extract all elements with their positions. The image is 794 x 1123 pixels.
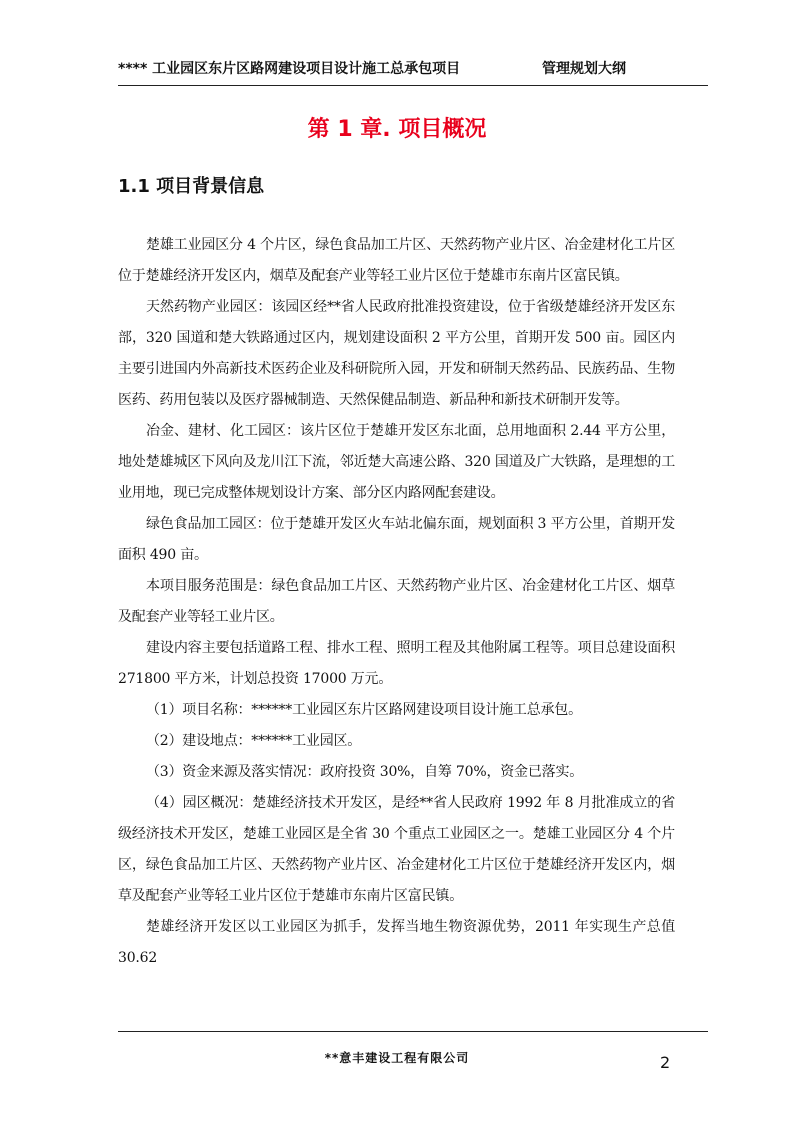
paragraph: 楚雄经济开发区以工业园区为抓手，发挥当地生物资源优势，2011 年实现生产总值 30.62 (118, 919, 675, 966)
paragraph: 冶金、建材、化工园区：该片区位于楚雄开发区东北面，总用地面积 2.44 平方公里，地处楚雄城区下风向及龙川江下流，邻近楚大高速公路、320 国道及广大铁路，是理想的工业用地，现已完成整体规划设计方案、部分区内路网配套建设。 (118, 423, 675, 501)
paragraph: 建设内容主要包括道路工程、排水工程、照明工程及其他附属工程等。项目总建设面积 271800 平方米，计划总投资 17000 万元。 (118, 640, 675, 687)
paragraph: 天然药物产业园区：该园区经**省人民政府批准投资建设，位于省级楚雄经济开发区东部，320 国道和楚大铁路通过区内，规划建设面积 2 平方公里，首期开发 500 亩。园区内主要引进国内外高新技术医药企业及科研院所入园，开发和研制天然药品、民族药品、生物医药、药用包装以及医疗器械制造、天然保健品制造、新品种和新技术研制开发等。 (118, 299, 675, 408)
header-doc-type: 管理规划大纲 (542, 61, 626, 77)
section-title: 1.1 项目背景信息 (118, 176, 265, 197)
list-item: （1）项目名称：******工业园区东片区路网建设项目设计施工总承包。 (146, 702, 582, 718)
chapter-title: 第 1 章. 项目概况 (307, 117, 487, 142)
page-number: 2 (660, 1053, 671, 1072)
list-item: （4）园区概况：楚雄经济技术开发区，是经**省人民政府 1992 年 8 月批准成立的省级经济技术开发区，楚雄工业园区是全省 30 个重点工业园区之一。楚雄工业园区分 4 个片区，绿色食品加工片区、天然药物产业片区、冶金建材化工片区位于楚雄经济开发区内，烟草及配套产业等轻工业片区位于楚雄市东南片区富民镇。 (118, 795, 675, 904)
paragraph: 楚雄工业园区分 4 个片区，绿色食品加工片区、天然药物产业片区、冶金建材化工片区位于楚雄经济开发区内，烟草及配套产业等轻工业片区位于楚雄市东南片区富民镇。 (118, 237, 675, 284)
body-content (118, 230, 675, 974)
paragraph: 本项目服务范围是：绿色食品加工片区、天然药物产业片区、冶金建材化工片区、烟草及配套产业等轻工业片区。 (118, 578, 675, 625)
page-header (118, 55, 708, 86)
header-project-title: **** 工业园区东片区路网建设项目设计施工总承包项目 (118, 61, 461, 77)
list-item: （3）资金来源及落实情况：政府投资 30%，自筹 70%，资金已落实。 (146, 764, 584, 780)
paragraph: 绿色食品加工园区：位于楚雄开发区火车站北偏东面，规划面积 3 平方公里，首期开发面积 490 亩。 (118, 516, 675, 563)
list-item: （2）建设地点：******工业园区。 (146, 733, 362, 749)
footer-divider (118, 1031, 708, 1032)
footer-company: **意丰建设工程有限公司 (324, 1051, 470, 1065)
